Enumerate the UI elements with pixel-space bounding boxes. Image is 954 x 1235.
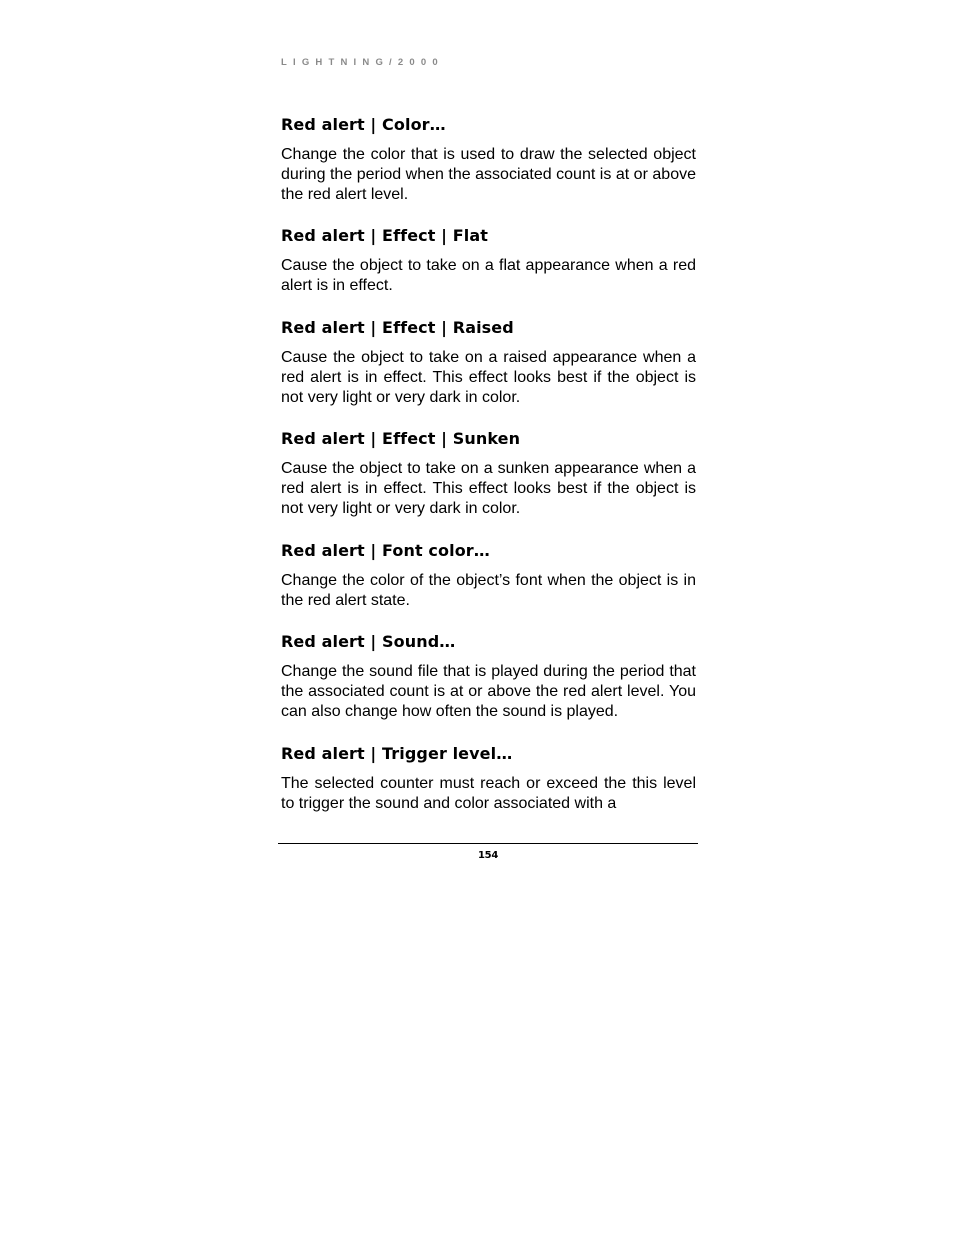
section-red-alert-effect-sunken bbox=[281, 428, 696, 518]
section-red-alert-effect-raised bbox=[281, 317, 696, 407]
section-body: Change the color of the object’s font when the object is in the red alert state. bbox=[281, 571, 696, 609]
section-heading: Red alert | Sound… bbox=[281, 632, 456, 652]
section-heading: Red alert | Color… bbox=[281, 115, 446, 134]
section-heading: Red alert | Font color… bbox=[281, 540, 490, 560]
section-red-alert-sound bbox=[281, 631, 696, 721]
page-content bbox=[281, 114, 696, 813]
section-red-alert-effect-flat bbox=[281, 225, 696, 296]
section-red-alert-color bbox=[281, 114, 696, 204]
section-body: Cause the object to take on a raised appearance when a red alert is in effect. This effect looks best if the object is not very light or very dark in color. bbox=[281, 348, 696, 406]
section-body: Cause the object to take on a flat appearance when a red alert is in effect. bbox=[281, 257, 696, 295]
footer-divider bbox=[278, 843, 698, 844]
section-heading: Red alert | Effect | Flat bbox=[281, 226, 489, 246]
page-number: 154 bbox=[478, 850, 498, 861]
running-header: LIGHTNING/2000 bbox=[281, 57, 444, 68]
section-heading: Red alert | Effect | Sunken bbox=[281, 429, 521, 449]
section-body: Change the color that is used to draw the selected object during the period when the associated count is at or above the red alert level. bbox=[281, 146, 696, 203]
section-body: Cause the object to take on a sunken appearance when a red alert is in effect. This effect looks best if the object is not very light or very dark in color. bbox=[281, 460, 696, 517]
section-heading: Red alert | Effect | Raised bbox=[281, 317, 514, 337]
section-body: Change the sound file that is played during the period that the associated count is at or above the red alert level. You can also change how often the sound is played. bbox=[281, 663, 696, 720]
section-red-alert-font-color bbox=[281, 540, 696, 611]
section-body: The selected counter must reach or exceed the this level to trigger the sound and color associated with a bbox=[281, 774, 696, 812]
section-heading: Red alert | Trigger level… bbox=[281, 743, 513, 763]
section-red-alert-trigger-level bbox=[281, 743, 696, 814]
